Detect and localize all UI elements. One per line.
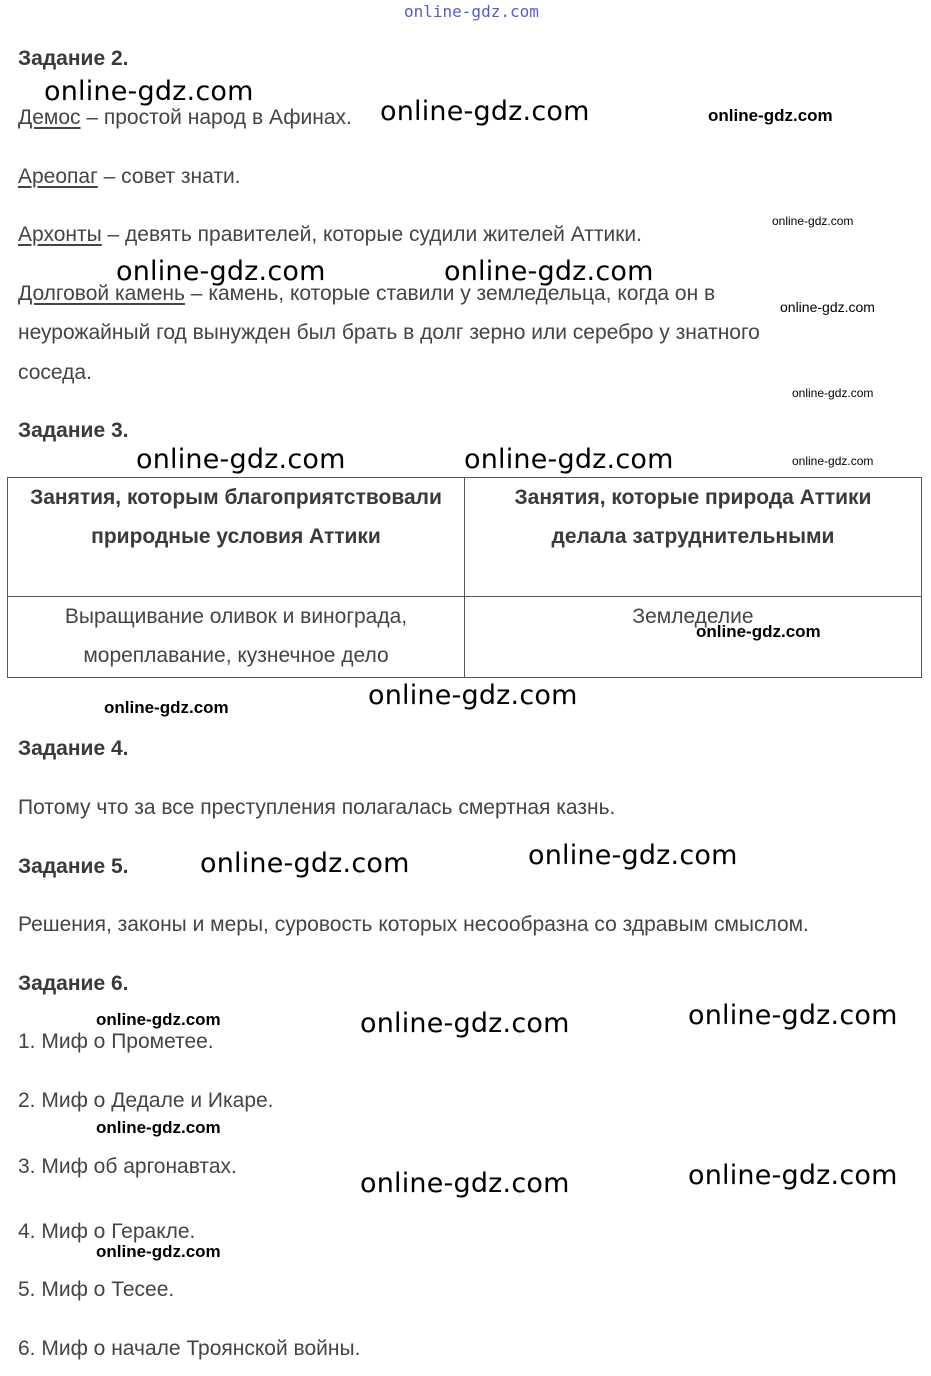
task2-item-areopag xyxy=(18,165,241,189)
task4-title: Задание 4. xyxy=(18,737,129,760)
task2-item-demos xyxy=(18,106,352,130)
watermark: online-gdz.com xyxy=(96,1118,221,1137)
list-item: 2. Миф о Дедале и Икаре. xyxy=(18,1089,274,1112)
watermark: online-gdz.com xyxy=(528,840,738,871)
table-header-cell: Занятия, которые природа Аттики делала затруднительными xyxy=(465,478,922,597)
watermark: online-gdz.com xyxy=(44,76,254,107)
table-header-row xyxy=(8,478,922,597)
table-cell: Выращивание оливок и винограда, мореплавание, кузнечное дело xyxy=(8,597,465,678)
task2-title: Задание 2. xyxy=(18,47,129,70)
watermark: online-gdz.com xyxy=(96,1010,221,1029)
term-archons: Архонты xyxy=(18,223,102,246)
list-item: 3. Миф об аргонавтах. xyxy=(18,1155,237,1178)
watermark: online-gdz.com xyxy=(696,622,821,641)
definition-debt-stone: – камень, которые ставили у земледельца, когда он в xyxy=(184,282,716,305)
task5-answer: Решения, законы и меры, суровость которых несообразна со здравым смыслом. xyxy=(18,913,809,936)
task2-debt-stone-line3: соседа. xyxy=(18,361,92,384)
watermark: online-gdz.com xyxy=(136,444,346,475)
watermark: online-gdz.com xyxy=(772,214,854,228)
task3-table xyxy=(7,477,922,678)
task6-title: Задание 6. xyxy=(18,972,129,995)
definition-areopag: – совет знати. xyxy=(97,165,241,188)
watermark: online-gdz.com xyxy=(792,454,874,468)
top-watermark: online-gdz.com xyxy=(404,2,539,21)
definition-archons: – девять правителей, которые судили жителей Аттики. xyxy=(101,223,642,246)
term-debt-stone: Долговой камень xyxy=(18,282,185,305)
watermark: online-gdz.com xyxy=(688,1160,898,1191)
task2-item-archons xyxy=(18,223,642,247)
watermark: online-gdz.com xyxy=(792,386,874,400)
list-item: 6. Миф о начале Троянской войны. xyxy=(18,1337,361,1360)
watermark: online-gdz.com xyxy=(380,96,590,127)
task4-answer: Потому что за все преступления полагалась смертная казнь. xyxy=(18,796,616,819)
watermark: online-gdz.com xyxy=(200,848,410,879)
watermark: online-gdz.com xyxy=(444,256,654,287)
term-areopag: Ареопаг xyxy=(18,165,98,188)
table-header-cell: Занятия, которым благоприятствовали природные условия Аттики xyxy=(8,478,465,597)
watermark: online-gdz.com xyxy=(104,698,229,717)
watermark: online-gdz.com xyxy=(360,1008,570,1039)
watermark: online-gdz.com xyxy=(708,106,833,125)
watermark: online-gdz.com xyxy=(464,444,674,475)
task3-title: Задание 3. xyxy=(18,419,129,442)
list-item: 5. Миф о Тесее. xyxy=(18,1278,175,1301)
watermark: online-gdz.com xyxy=(368,680,578,711)
task5-title: Задание 5. xyxy=(18,855,129,878)
watermark: online-gdz.com xyxy=(688,1000,898,1031)
task2-debt-stone-line2: неурожайный год вынужден был брать в долг зерно или серебро у знатного xyxy=(18,321,760,344)
term-demos: Демос xyxy=(18,106,81,129)
definition-demos: – простой народ в Афинах. xyxy=(80,106,352,129)
table-cell: Земледелие xyxy=(465,597,922,678)
list-item: 1. Миф о Прометее. xyxy=(18,1030,214,1053)
watermark: online-gdz.com xyxy=(780,299,875,315)
watermark: online-gdz.com xyxy=(96,1242,221,1261)
watermark: online-gdz.com xyxy=(360,1168,570,1199)
watermark: online-gdz.com xyxy=(116,256,326,287)
list-item: 4. Миф о Геракле. xyxy=(18,1220,196,1243)
